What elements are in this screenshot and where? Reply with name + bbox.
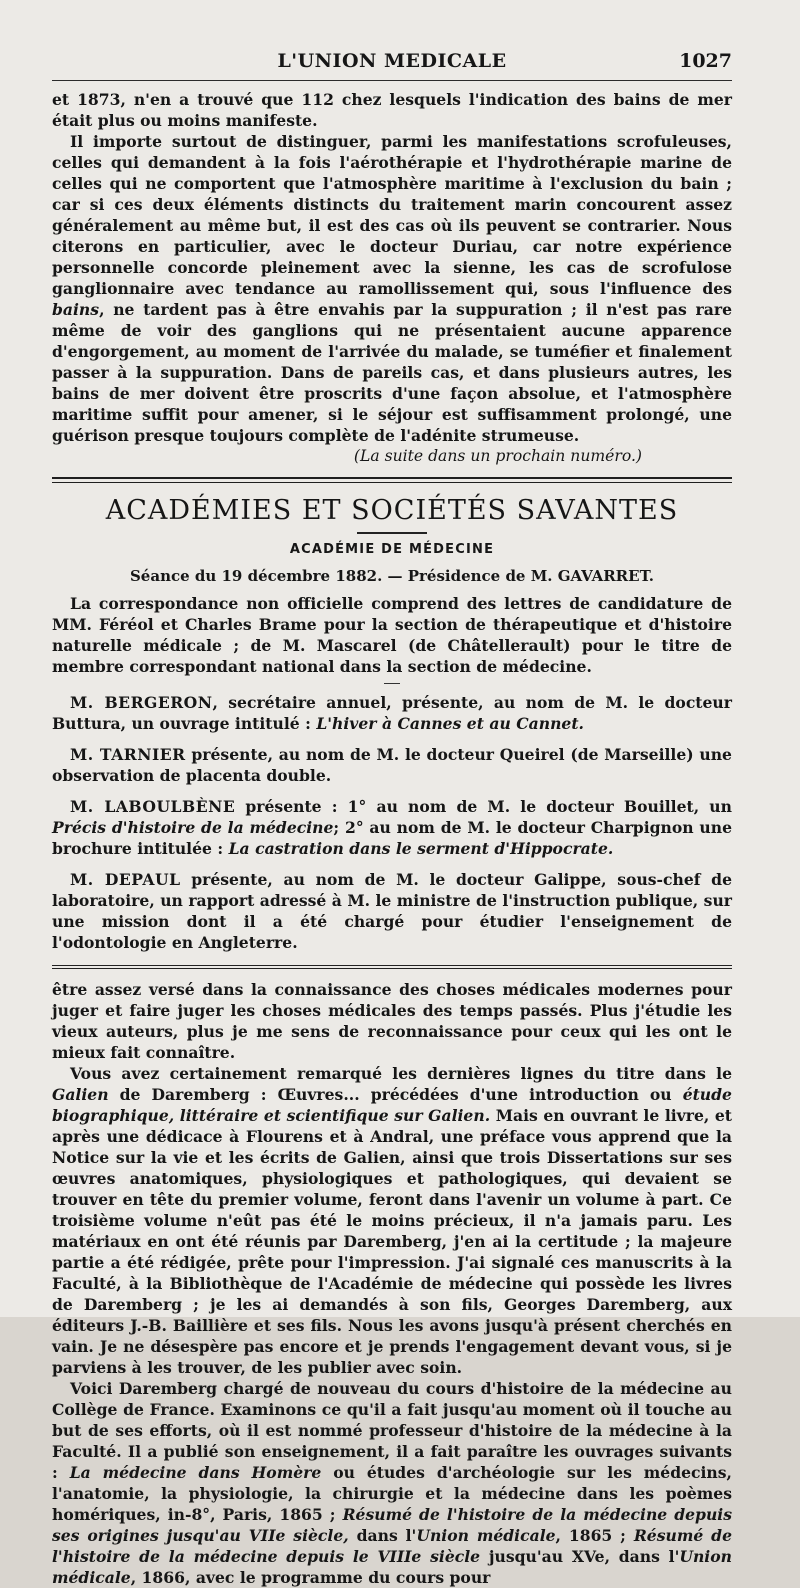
paragraph: La correspondance non officielle comprend des lettres de candidature de MM. Féréol et Charles Brame pour la section de thérapeutique et d'histoire naturelle médicale ; de M. Mascarel (de Châtellerault) pour le titre de membre correspondant national dans la section de médecine. (52, 594, 732, 676)
paragraph: M. BERGERON, secrétaire annuel, présente, au nom de M. le docteur Buttura, un ouvrage intitulé : L'hiver à Cannes et au Cannet. (52, 693, 732, 733)
section-academies (52, 495, 732, 953)
section-subtitle: ACADÉMIE DE MÉDECINE (289, 542, 495, 557)
running-head (52, 46, 732, 81)
feuilleton (52, 979, 732, 1588)
title-rule (357, 532, 427, 534)
paragraph: M. LABOULBÈNE présente : 1° au nom de M. le docteur Bouillet, un Précis d'histoire de la médecine; 2° au nom de M. le docteur Charpignon une brochure intitulée : La castration dans le serment d'Hippocrate. (52, 797, 733, 858)
paragraph: Il importe surtout de distinguer, parmi les manifestations scrofuleuses, celles qui demandent à la fois l'aérothérapie et l'hydrothérapie marine de celles qui ne comportent que l'atmosphère maritime à l'exclusion du bain ; car si ces deux éléments distincts du traitement marin concourent assez généralement au même but, il est des cas où ils peuvent se contrarier. Nous citerons en particulier, avec le docteur Duriau, car notre expérience personnelle concorde pleinement avec la sienne, les cas de scrofulose ganglionnaire avec tendance au ramollissement qui, sous l'influence des bains, ne tardent pas à être envahis par la suppuration ; il n'est pas rare même de voir des ganglions qui ne présentaient aucune apparence d'engorgement, au moment de l'arrivée du malade, se tuméfier et finalement passer à la suppuration. Dans de pareils cas, et dans plusieurs autres, les bains de mer doivent être proscrits d'une façon absolue, et l'atmosphère maritime suffit pour amener, si le séjour est suffisamment prolongé, une guérison presque toujours complète de l'adénite strumeuse. (52, 132, 732, 445)
small-divider (384, 683, 400, 684)
article-continuation (52, 89, 732, 467)
page-number: 1027 (679, 50, 732, 72)
section-divider (52, 477, 732, 483)
session-line: Séance du 19 décembre 1882. — Présidence de M. GAVARRET. (129, 567, 655, 585)
paragraph: et 1873, n'en a trouvé que 112 chez lesquels l'indication des bains de mer était plus ou moins manifeste. (52, 90, 732, 130)
section-title: ACADÉMIES ET SOCIÉTÉS SAVANTES (105, 495, 679, 526)
paragraph: Vous avez certainement remarqué les dernières lignes du titre dans le Galien de Daremberg : Œuvres... précédées d'une introduction ou étude biographique, littéraire et scientifique sur Galien. Mais en ouvrant le livre, et après une dédicace à Flourens et à Andral, une préface vous apprend que la Notice sur la vie et les écrits de Galien, ainsi que trois Dissertations sur ses œuvres anatomiques, physiologiques et pathologiques, qui devaient se trouver en tête du premier volume, feront dans l'avenir un volume à part. Ce troisième volume n'eût pas été le moins précieux, il n'a jamais paru. Les matériaux en ont été réunis par Daremberg, j'en ai la certitude ; la majeure partie a été rédigée, prête pour l'impression. J'ai signalé ces manuscrits à la Faculté, à la Bibliothèque de l'Académie de médecine qui possède les livres de Daremberg ; je les ai demandés à son fils, Georges Daremberg, aux éditeurs J.-B. Baillière et ses fils. Nous les avons jusqu'à présent cherchés en vain. Je ne désespère pas encore et je prends l'engagement devant vous, si je parviens à les trouver, de les publier avec soin. (52, 1064, 732, 1377)
running-title: L'UNION MEDICALE (277, 50, 507, 72)
section-divider (52, 965, 732, 969)
continued-note: (La suite dans un prochain numéro.) (353, 447, 642, 465)
paragraph: Voici Daremberg chargé de nouveau du cours d'histoire de la médecine au Collège de France. Examinons ce qu'il a fait jusqu'au moment où il touche au but de ses efforts, où il est nommé professeur d'histoire de la médecine à la Faculté. Il a publié son enseignement, il a fait paraître les ouvrages suivants : La médecine dans Homère ou études d'archéologie sur les médecins, l'anatomie, la physiologie, la chirurgie et la médecine dans les poèmes homériques, in-8°, Paris, 1865 ; Résumé de l'histoire de la médecine depuis ses origines jusqu'au VIIe siècle, dans l'Union médicale, 1865 ; Résumé de l'histoire de la médecine depuis le VIIIe siècle jusqu'au XVe, dans l'Union médicale, 1866, avec le programme du cours pour (52, 1379, 733, 1587)
paragraph: être assez versé dans la connaissance des choses médicales modernes pour juger et faire juger les choses médicales des temps passés. Plus j'étudie les vieux auteurs, plus je me sens de reconnaissance pour ceux qui les ont le mieux fait connaître. (52, 980, 732, 1062)
paragraph: M. DEPAUL présente, au nom de M. le docteur Galippe, sous-chef de laboratoire, un rapport adressé à M. le ministre de l'instruction publique, sur une mission dont il a été chargé pour étudier l'enseignement de l'odontologie en Angleterre. (52, 870, 732, 952)
paragraph: M. TARNIER présente, au nom de M. le docteur Queirel (de Marseille) une observation de placenta double. (52, 745, 732, 785)
